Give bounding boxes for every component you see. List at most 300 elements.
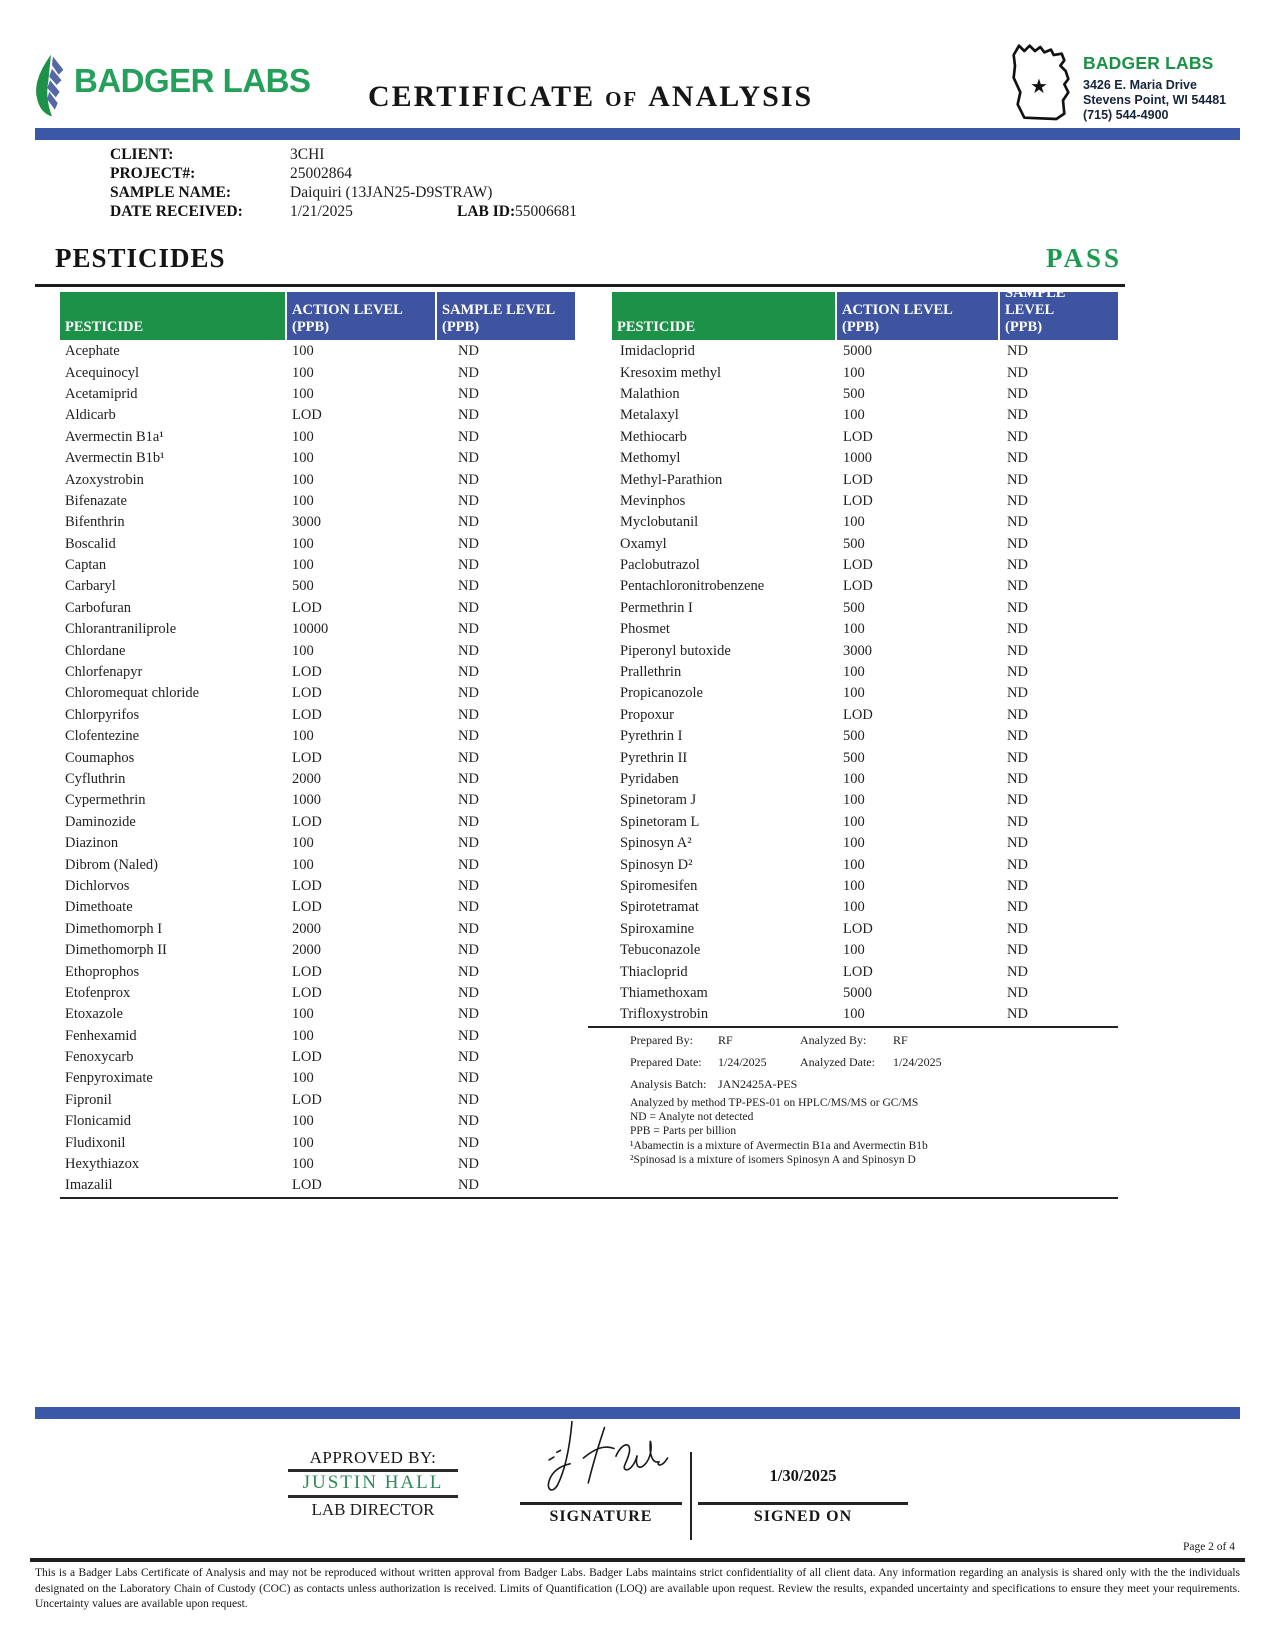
sample-level: ND	[458, 942, 479, 959]
sample-level: ND	[458, 877, 479, 894]
table-row	[60, 769, 575, 790]
pesticide-name: Clofentezine	[65, 728, 140, 745]
table-row	[612, 469, 1118, 490]
sample-level: ND	[1007, 621, 1028, 638]
sample-level: ND	[458, 578, 479, 595]
sample-level: ND	[1007, 984, 1028, 1001]
action-level: LOD	[843, 557, 873, 574]
pesticide-name: Pyridaben	[620, 771, 679, 787]
action-level: 100	[292, 1027, 314, 1044]
action-level: LOD	[843, 578, 873, 595]
sample-level: ND	[458, 557, 479, 574]
sample-level: ND	[458, 1156, 479, 1173]
action-level: 100	[292, 1006, 314, 1023]
pesticide-name: Phosmet	[620, 621, 670, 638]
table-row	[60, 812, 575, 833]
table-row	[612, 448, 1118, 469]
sample-level: ND	[1007, 428, 1028, 445]
table-row	[612, 405, 1118, 426]
pesticide-name: Acequinocyl	[65, 364, 140, 381]
header-label: PESTICIDE	[65, 319, 144, 335]
sample-level-column-header	[437, 292, 575, 340]
nd-definition-note: ND = Analyte not detected	[630, 1111, 754, 1123]
sample-level: ND	[1007, 963, 1028, 980]
table-row	[60, 662, 575, 683]
pesticide-name: Oxamyl	[620, 535, 667, 552]
pesticide-name: Aldicarb	[65, 407, 116, 424]
table-row	[60, 512, 575, 533]
table-row	[60, 469, 575, 490]
action-level: LOD	[292, 813, 322, 830]
badger-labs-leaf-logo-icon	[33, 52, 71, 120]
header-label: SAMPLE LEVEL	[442, 302, 556, 318]
table-row	[60, 705, 575, 726]
pesticide-name: Diazinon	[65, 835, 119, 852]
pesticide-name: Avermectin B1b¹	[65, 450, 165, 467]
table-row	[60, 919, 575, 940]
pesticide-name: Imazalil	[65, 1177, 113, 1194]
ppb-definition-note: PPB = Parts per billion	[630, 1125, 737, 1137]
action-level: 100	[292, 642, 314, 659]
sample-level-column-header	[1000, 285, 1118, 340]
pesticide-name: Acephate	[65, 343, 120, 360]
sample-level: ND	[1007, 343, 1028, 360]
sample-level: ND	[1007, 728, 1028, 745]
pesticide-name: Cyfluthrin	[65, 771, 126, 787]
table-row	[60, 534, 575, 555]
action-level: 100	[843, 813, 865, 830]
action-level: 500	[292, 578, 314, 595]
sample-level: ND	[1007, 792, 1028, 809]
pesticide-name: Methomyl	[620, 450, 681, 467]
approver-name: JUSTIN HALL	[302, 1472, 444, 1493]
action-level: 100	[292, 1070, 314, 1087]
approved-by-block	[283, 1448, 463, 1468]
action-level: 100	[843, 835, 865, 852]
table-row	[612, 769, 1118, 790]
sample-level: ND	[458, 364, 479, 381]
action-level: 100	[843, 514, 865, 531]
pesticide-name: Methiocarb	[620, 428, 687, 445]
pesticide-name: Chlorpyrifos	[65, 706, 140, 723]
action-level: 2000	[292, 942, 321, 959]
table-row	[612, 427, 1118, 448]
pesticide-name: Malathion	[620, 385, 680, 402]
table-bottom-rule	[60, 1197, 1118, 1199]
sample-level: ND	[1007, 557, 1028, 574]
table-row	[60, 640, 575, 661]
table-row	[612, 576, 1118, 597]
table-row	[60, 726, 575, 747]
table-row	[60, 1132, 575, 1153]
sample-level: ND	[458, 407, 479, 424]
table-row	[612, 961, 1118, 982]
sample-level: ND	[458, 1070, 479, 1087]
pesticide-name: Dimethomorph I	[65, 920, 163, 937]
table-row	[60, 1047, 575, 1068]
sample-level: ND	[1007, 706, 1028, 723]
method-note: Analyzed by method TP-PES-01 on HPLC/MS/MS or GC/MS	[630, 1097, 919, 1109]
sample-level: ND	[458, 835, 479, 852]
header-label: PESTICIDE	[617, 319, 696, 335]
table-row	[60, 961, 575, 982]
sample-level: ND	[1007, 771, 1028, 787]
section-title: PESTICIDES	[55, 243, 226, 273]
analysis-batch-label: Analysis Batch:	[630, 1077, 707, 1091]
action-level: LOD	[843, 471, 873, 488]
table-row	[60, 897, 575, 918]
table-row	[60, 427, 575, 448]
signature-label: SIGNATURE	[549, 1508, 653, 1525]
action-level: LOD	[292, 664, 322, 681]
action-level: 1000	[843, 450, 872, 467]
action-level: 3000	[843, 642, 872, 659]
action-level: 100	[292, 385, 314, 402]
action-level: 100	[843, 771, 865, 787]
sample-level: ND	[1007, 813, 1028, 830]
action-level: LOD	[292, 685, 322, 702]
action-level: LOD	[843, 706, 873, 723]
action-level: 500	[843, 728, 865, 745]
approver-title: LAB DIRECTOR	[311, 1500, 435, 1519]
table-row	[612, 705, 1118, 726]
sample-level: ND	[458, 856, 479, 873]
sample-level: ND	[458, 385, 479, 402]
signed-on-line	[698, 1502, 908, 1505]
sample-level: ND	[458, 535, 479, 552]
sample-level: ND	[458, 621, 479, 638]
sample-level: ND	[458, 813, 479, 830]
action-level: 100	[292, 1134, 314, 1151]
lab-id-label: LAB ID:	[457, 203, 516, 220]
table-row	[60, 384, 575, 405]
pesticide-name: Etoxazole	[65, 1006, 123, 1023]
disclaimer-text: This is a Badger Labs Certificate of Analysis and may not be reproduced without written approval from Badger Labs. Badger Labs maintains strict confidentiality of all client data. Any information regarding an analysis is shared only with the the individuals designated on the Laboratory Chain of Custody (COC) as contacts unless authorization is received. Limits of Quantification (LOQ) are available upon request. Review the results, expanded uncertainty and specifications to ensure they meet your requirements. Uncertainty values are available upon request.	[35, 1567, 1240, 1610]
lab-phone: (715) 544-4900	[1083, 108, 1169, 122]
table-row	[612, 1004, 1118, 1025]
action-level: 100	[292, 364, 314, 381]
sample-name-label: SAMPLE NAME:	[110, 184, 231, 201]
lab-address-line1: 3426 E. Maria Drive	[1083, 78, 1197, 92]
action-level: 100	[843, 621, 865, 638]
pesticide-name: Trifloxystrobin	[620, 1006, 709, 1023]
sample-level: ND	[1007, 835, 1028, 852]
sample-level: ND	[1007, 599, 1028, 616]
action-level: 100	[843, 1006, 865, 1023]
pesticide-name: Bifenthrin	[65, 514, 125, 531]
sample-level: ND	[458, 749, 479, 766]
action-level: 5000	[843, 984, 872, 1001]
sample-level: ND	[458, 920, 479, 937]
pesticide-name: Ethoprophos	[65, 963, 140, 980]
sample-level: ND	[458, 514, 479, 531]
sample-level: ND	[458, 1006, 479, 1023]
sample-level: ND	[458, 963, 479, 980]
action-level: 100	[292, 535, 314, 552]
footer-rule	[30, 1558, 1245, 1562]
table-row	[60, 555, 575, 576]
pesticide-name: Kresoxim methyl	[620, 364, 722, 381]
action-level: 100	[292, 492, 314, 509]
pesticide-name: Daminozide	[65, 813, 136, 830]
action-level: LOD	[292, 984, 322, 1001]
action-level: 2000	[292, 920, 321, 937]
sample-level: ND	[458, 642, 479, 659]
pesticide-name: Permethrin I	[620, 599, 693, 616]
action-level: 100	[843, 664, 865, 681]
pesticide-name: Spiroxamine	[620, 920, 695, 937]
spinosad-footnote: ²Spinosad is a mixture of isomers Spinosyn A and Spinosyn D	[630, 1154, 916, 1166]
sample-level: ND	[1007, 1006, 1028, 1023]
pesticide-table-right	[612, 341, 1118, 1026]
header-divider-bar	[35, 128, 1240, 140]
pesticide-name: Azoxystrobin	[65, 471, 144, 488]
table-header-left	[60, 292, 575, 340]
action-level: 100	[843, 407, 865, 424]
sample-level: ND	[458, 685, 479, 702]
action-level: 100	[292, 450, 314, 467]
pesticide-name: Fenhexamid	[65, 1027, 137, 1044]
prepared-date-value: 1/24/2025	[718, 1055, 767, 1069]
sample-level: ND	[458, 1113, 479, 1130]
pesticide-name: Imidacloprid	[620, 343, 695, 360]
sample-level: ND	[458, 706, 479, 723]
sample-level: ND	[1007, 642, 1028, 659]
table-row	[60, 448, 575, 469]
pesticide-name: Paclobutrazol	[620, 557, 700, 574]
table-row	[60, 405, 575, 426]
sample-level: ND	[1007, 471, 1028, 488]
table-row	[612, 919, 1118, 940]
pesticide-name: Coumaphos	[65, 749, 135, 766]
signed-on-label: SIGNED ON	[753, 1508, 853, 1525]
table-row	[60, 1175, 575, 1196]
table-row	[612, 940, 1118, 961]
action-level: 100	[292, 1156, 314, 1173]
table-row	[612, 726, 1118, 747]
table-row	[60, 1004, 575, 1025]
action-level: LOD	[292, 1049, 322, 1066]
action-level: 100	[292, 557, 314, 574]
page-number: Page 2 of 4	[1182, 1541, 1235, 1553]
table-row	[612, 983, 1118, 1004]
action-level: LOD	[292, 963, 322, 980]
sample-level: ND	[458, 728, 479, 745]
action-level: 500	[843, 535, 865, 552]
pesticide-name: Boscalid	[65, 535, 116, 552]
header-label: ACTION LEVEL	[842, 302, 953, 318]
pesticide-name: Spinosyn A²	[620, 835, 692, 852]
signature-date-divider	[690, 1452, 692, 1540]
action-level-column-header	[287, 292, 437, 340]
action-level: 100	[292, 1113, 314, 1130]
lab-id-value: 55006681	[515, 203, 577, 220]
pesticide-name: Dibrom (Naled)	[65, 856, 159, 873]
pesticide-name: Pyrethrin I	[620, 728, 683, 745]
header-unit: (PPB)	[292, 319, 330, 335]
sample-level: ND	[458, 1134, 479, 1151]
pesticide-name: Flonicamid	[65, 1113, 132, 1130]
pesticide-name: Pyrethrin II	[620, 749, 688, 766]
action-level: 100	[292, 856, 314, 873]
sample-level: ND	[1007, 920, 1028, 937]
action-level: 100	[843, 685, 865, 702]
action-level: LOD	[292, 599, 322, 616]
table-row	[612, 555, 1118, 576]
pesticide-name: Spiromesifen	[620, 877, 698, 894]
pesticide-name: Captan	[65, 557, 107, 574]
sample-level: ND	[458, 492, 479, 509]
approver-underline	[288, 1495, 458, 1498]
action-level: 500	[843, 385, 865, 402]
pesticide-name: Tebuconazole	[620, 942, 701, 959]
table-row	[612, 747, 1118, 768]
action-level: LOD	[292, 749, 322, 766]
sample-level: ND	[458, 984, 479, 1001]
table-row	[60, 1111, 575, 1132]
action-level: 2000	[292, 771, 321, 787]
table-row	[612, 384, 1118, 405]
pesticide-table-left	[60, 341, 575, 1197]
project-label: PROJECT#:	[110, 165, 196, 182]
table-row	[612, 897, 1118, 918]
sample-level: ND	[458, 771, 479, 787]
header-label: ACTION LEVEL	[292, 302, 403, 318]
section-underline	[35, 284, 1125, 287]
sample-level: ND	[458, 664, 479, 681]
pesticide-name: Etofenprox	[65, 984, 131, 1001]
action-level: 5000	[843, 343, 872, 360]
action-level: 10000	[292, 621, 329, 638]
sample-level: ND	[1007, 364, 1028, 381]
sample-level: ND	[458, 599, 479, 616]
table-row	[612, 619, 1118, 640]
action-level: 100	[292, 343, 314, 360]
table-row	[612, 662, 1118, 683]
table-row	[60, 341, 575, 362]
analyzed-by-value: RF	[893, 1033, 908, 1047]
client-value: 3CHI	[290, 146, 325, 163]
pass-status-badge: PASS	[1046, 243, 1123, 273]
table-row	[612, 812, 1118, 833]
table-row	[612, 876, 1118, 897]
pesticide-name: Carbofuran	[65, 599, 132, 616]
action-level: LOD	[292, 1177, 322, 1194]
pesticide-name: Spinosyn D²	[620, 856, 693, 873]
table-row	[60, 940, 575, 961]
signature-handwriting	[540, 1416, 690, 1502]
sample-level: ND	[1007, 407, 1028, 424]
action-level: 500	[843, 749, 865, 766]
action-level: 100	[843, 877, 865, 894]
analyzed-by-label: Analyzed By:	[800, 1033, 867, 1047]
pesticide-name: Dichlorvos	[65, 877, 130, 894]
prepared-by-label: Prepared By:	[630, 1033, 693, 1047]
sample-level: ND	[458, 471, 479, 488]
action-level: LOD	[843, 492, 873, 509]
approved-by-label: APPROVED BY:	[309, 1448, 437, 1467]
table-row	[60, 790, 575, 811]
sample-level: ND	[1007, 578, 1028, 595]
pesticide-name: Thiamethoxam	[620, 984, 708, 1001]
analyzed-date-value: 1/24/2025	[893, 1055, 942, 1069]
pesticide-name: Fenoxycarb	[65, 1049, 134, 1066]
table-row	[612, 512, 1118, 533]
pesticide-name: Propoxur	[620, 706, 674, 723]
pesticide-name: Chlorantraniliprole	[65, 621, 177, 638]
action-level: LOD	[292, 706, 322, 723]
pesticide-name: Dimethomorph II	[65, 942, 167, 959]
action-level: LOD	[292, 877, 322, 894]
table-row	[612, 491, 1118, 512]
header-unit: (PPB)	[842, 319, 880, 335]
table-row	[612, 362, 1118, 383]
table-row	[60, 747, 575, 768]
action-level: LOD	[843, 963, 873, 980]
brand-wordmark: BADGER LABS	[74, 62, 311, 99]
sample-level: ND	[458, 899, 479, 916]
pesticide-name: Prallethrin	[620, 664, 682, 681]
table-row	[60, 683, 575, 704]
action-level: 100	[843, 942, 865, 959]
pesticide-name: Dimethoate	[65, 899, 133, 916]
header-label: SAMPLE LEVEL	[1005, 285, 1066, 318]
table-row	[60, 1154, 575, 1175]
pesticide-name: Carbaryl	[65, 578, 116, 595]
table-row	[60, 854, 575, 875]
sample-level: ND	[1007, 664, 1028, 681]
action-level: 100	[843, 899, 865, 916]
sample-level: ND	[1007, 899, 1028, 916]
pesticide-name: Mevinphos	[620, 492, 686, 509]
header-unit: (PPB)	[442, 319, 480, 335]
sample-level: ND	[1007, 385, 1028, 402]
action-level: 100	[843, 792, 865, 809]
sample-level: ND	[458, 1177, 479, 1194]
pesticide-name: Spinetoram J	[620, 792, 697, 809]
pesticide-name: Metalaxyl	[620, 407, 679, 424]
action-level: 3000	[292, 514, 321, 531]
table-rule	[588, 1026, 1118, 1028]
table-row	[612, 854, 1118, 875]
action-level: 100	[292, 471, 314, 488]
sample-level: ND	[1007, 535, 1028, 552]
sample-level: ND	[1007, 749, 1028, 766]
table-row	[60, 1068, 575, 1089]
title-part: ANALYSIS	[648, 80, 814, 113]
pesticide-name: Chloromequat chloride	[65, 685, 200, 702]
pesticide-name: Fipronil	[65, 1091, 112, 1108]
table-row	[60, 598, 575, 619]
table-row	[612, 640, 1118, 661]
pesticide-name: Pentachloronitrobenzene	[620, 578, 765, 595]
action-level: LOD	[292, 407, 322, 424]
pesticide-name: Propicanozole	[620, 685, 703, 702]
sample-level: ND	[458, 343, 479, 360]
pesticide-name: Acetamiprid	[65, 385, 138, 402]
title-part: OF	[605, 87, 639, 111]
pesticide-name: Fludixonil	[65, 1134, 126, 1151]
sample-level: ND	[1007, 877, 1028, 894]
action-level: LOD	[292, 899, 322, 916]
pesticide-name: Spinetoram L	[620, 813, 700, 830]
pesticide-name: Methyl-Parathion	[620, 471, 723, 488]
sample-level: ND	[1007, 450, 1028, 467]
sample-level: ND	[458, 450, 479, 467]
table-row	[60, 983, 575, 1004]
sample-level: ND	[458, 1027, 479, 1044]
signature-line	[520, 1502, 682, 1505]
